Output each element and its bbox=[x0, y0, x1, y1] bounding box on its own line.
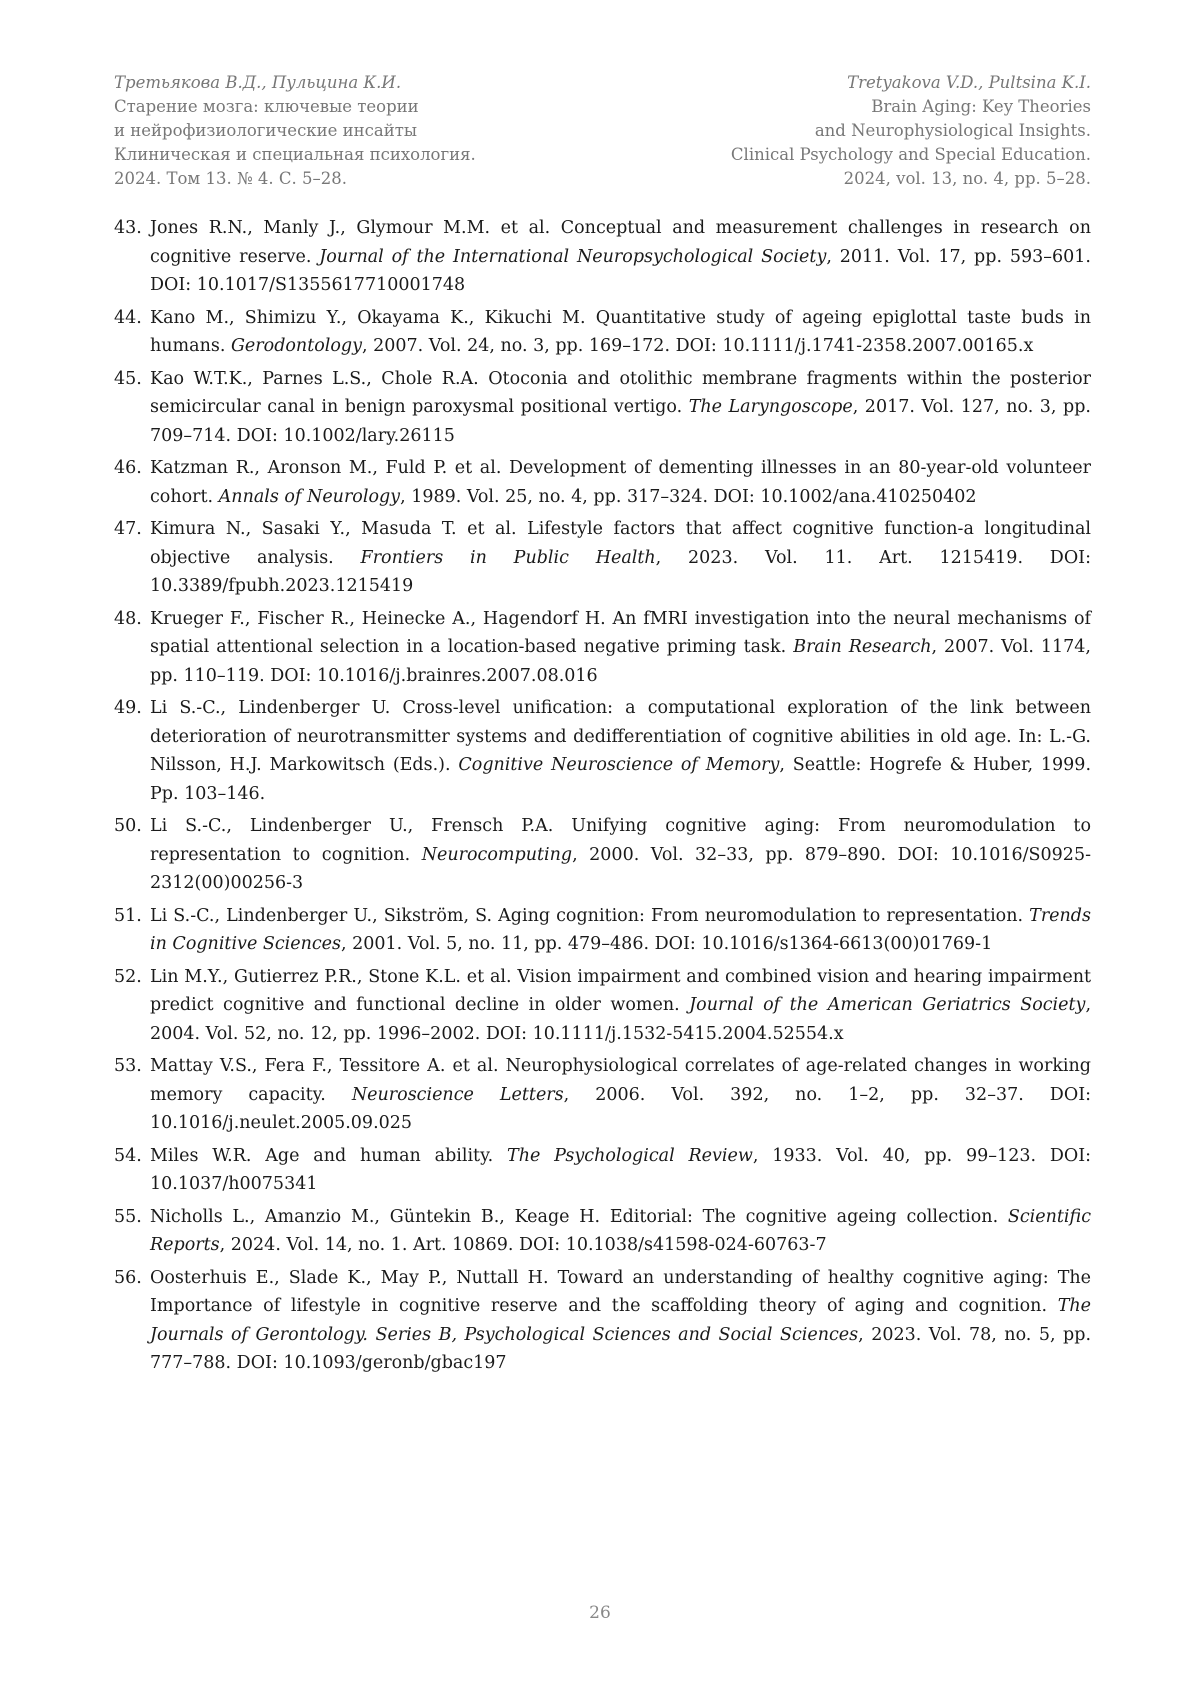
reference-item bbox=[114, 304, 1091, 361]
reference-details: , 2023. Vol. 11. Art. 1215419. DOI: 10.3389/fpubh.2023.1215419 bbox=[150, 547, 1091, 596]
header-journal-ru: Клиническая и специальная психология. bbox=[114, 145, 476, 164]
header-authors-ru: Третьякова В.Д., Пульцина К.И. bbox=[114, 73, 402, 92]
reference-item bbox=[114, 1142, 1091, 1199]
reference-number: 55. bbox=[114, 1206, 142, 1227]
reference-number: 56. bbox=[114, 1267, 142, 1288]
reference-number: 53. bbox=[114, 1056, 142, 1076]
reference-item bbox=[114, 454, 1091, 511]
reference-item bbox=[114, 1264, 1091, 1378]
reference-journal: The Journals of Gerontology. Series B, Psychological Sciences and Social Sciences bbox=[150, 1296, 1091, 1345]
running-header-english bbox=[731, 71, 1091, 191]
reference-item bbox=[114, 812, 1091, 898]
reference-journal: Journal of the American Geriatrics Society bbox=[689, 995, 1086, 1015]
reference-number: 46. bbox=[114, 458, 142, 478]
running-header-russian bbox=[114, 71, 476, 191]
reference-text: Jones R.N., Manly J., Glymour M.M. et al. Conceptual and measurement challenges in research on cognitive reserve. bbox=[150, 218, 1091, 267]
reference-item bbox=[114, 963, 1091, 1049]
reference-text: Li S.-C., Lindenberger U., Sikström, S. Aging cognition: From neuromodulation to representation. bbox=[150, 905, 1030, 926]
reference-journal: Annals of Neurology bbox=[218, 486, 401, 507]
reference-journal: Journal of the International Neuropsychological Society bbox=[319, 246, 827, 267]
reference-item bbox=[114, 902, 1091, 959]
header-authors-en: Tretyakova V.D., Pultsina K.I. bbox=[847, 73, 1091, 92]
reference-text: Nicholls L., Amanzio M., Güntekin B., Keage H. Editorial: The cognitive ageing collection. bbox=[150, 1206, 1008, 1227]
reference-journal: The Psychological Review bbox=[507, 1145, 753, 1166]
reference-details: , Seattle: Hogrefe & Huber, 1999. Pp. 103–146. bbox=[150, 755, 1092, 804]
reference-number: 43. bbox=[114, 218, 142, 238]
reference-details: , 1933. Vol. 40, pp. 99–123. DOI: 10.1037/h0075341 bbox=[150, 1145, 1092, 1194]
reference-number: 44. bbox=[114, 307, 142, 328]
reference-number: 52. bbox=[114, 966, 142, 987]
reference-details: , 2007. Vol. 24, no. 3, pp. 169–172. DOI: 10.1111/j.1741-2358.2007.00165.x bbox=[362, 336, 1034, 356]
reference-text: Krueger F., Fischer R., Heinecke A., Hagendorf H. An fMRI investigation into the neural mechanisms of spatial attentional selection in a location-based negative priming task. bbox=[150, 608, 1091, 657]
header-title-en-line2: and Neurophysiological Insights. bbox=[814, 121, 1091, 140]
reference-details: , 2007. Vol. 1174, pp. 110–119. DOI: 10.1016/j.brainres.2007.08.016 bbox=[150, 637, 1091, 686]
reference-number: 50. bbox=[114, 816, 142, 836]
reference-item bbox=[114, 605, 1091, 691]
reference-journal: The Laryngoscope bbox=[688, 397, 853, 417]
reference-text: Lin M.Y., Gutierrez P.R., Stone K.L. et al. Vision impairment and combined vision and hearing impairment predict cognitive and functional decline in older women. bbox=[150, 966, 1091, 1015]
reference-details: , 2017. Vol. 127, no. 3, pp. 709–714. DOI: 10.1002/lary.26115 bbox=[150, 397, 1091, 446]
reference-number: 47. bbox=[114, 519, 142, 539]
reference-text: Oosterhuis E., Slade K., May P., Nuttall H. Toward an understanding of healthy cognitive aging: The Importance of lifestyle in cognitive reserve and the scaffolding theory of aging and cognition. bbox=[150, 1267, 1091, 1316]
reference-item bbox=[114, 694, 1091, 808]
reference-number: 49. bbox=[114, 698, 142, 718]
reference-number: 45. bbox=[114, 368, 142, 389]
reference-item bbox=[114, 515, 1091, 601]
reference-text: Mattay V.S., Fera F., Tessitore A. et al. Neurophysiological correlates of age-related changes in working memory capacity. bbox=[150, 1056, 1091, 1105]
reference-details: , 2004. Vol. 52, no. 12, pp. 1996–2002. DOI: 10.1111/j.1532-5415.2004.52554.x bbox=[150, 995, 1092, 1044]
header-issue-en: 2024, vol. 13, no. 4, pp. 5–28. bbox=[843, 169, 1091, 188]
header-title-ru-line1: Старение мозга: ключевые теории bbox=[114, 97, 419, 116]
reference-number: 48. bbox=[114, 608, 142, 629]
reference-details: , 2006. Vol. 392, no. 1–2, pp. 32–37. DOI: 10.1016/j.neulet.2005.09.025 bbox=[150, 1084, 1091, 1133]
reference-journal: Frontiers in Public Health bbox=[360, 547, 656, 568]
reference-details: , 2000. Vol. 32–33, pp. 879–890. DOI: 10.1016/S0925-2312(00)00256-3 bbox=[150, 844, 1091, 893]
reference-text: Katzman R., Aronson M., Fuld P. et al. Development of dementing illnesses in an 80-year-old volunteer cohort. bbox=[150, 458, 1091, 507]
reference-journal: Neurocomputing bbox=[421, 844, 573, 865]
reference-journal: Scientific Reports bbox=[150, 1206, 1091, 1255]
reference-item bbox=[114, 1052, 1091, 1138]
header-title-ru-line2: и нейрофизиологические инсайты bbox=[114, 121, 417, 140]
reference-text: Miles W.R. Age and human ability. bbox=[150, 1145, 508, 1166]
reference-item bbox=[114, 365, 1091, 451]
header-journal-en: Clinical Psychology and Special Education. bbox=[730, 145, 1091, 164]
reference-text: Kimura N., Sasaki Y., Masuda T. et al. Lifestyle factors that affect cognitive function-a longitudinal objective analysis. bbox=[150, 519, 1091, 568]
reference-details: , 2023. Vol. 78, no. 5, pp. 777–788. DOI: 10.1093/geronb/gbac197 bbox=[150, 1324, 1092, 1373]
reference-text: Li S.-C., Lindenberger U., Frensch P.A. Unifying cognitive aging: From neuromodulation to representation to cognition. bbox=[150, 816, 1091, 865]
reference-item bbox=[114, 1203, 1091, 1260]
reference-text: Li S.-C., Lindenberger U. Cross-level unification: a computational exploration of the link between deterioration of neurotransmitter systems and dedifferentiation of cognitive abilities in old age. In: L.-G. Nilsson, H.J. Markowitsch (Eds.). bbox=[150, 698, 1091, 775]
reference-journal: Cognitive Neuroscience of Memory bbox=[458, 755, 780, 775]
page-number: 26 bbox=[589, 1603, 611, 1623]
reference-item bbox=[114, 214, 1091, 300]
reference-number: 51. bbox=[114, 905, 142, 926]
header-issue-ru: 2024. Том 13. № 4. С. 5–28. bbox=[114, 169, 347, 188]
reference-details: , 2024. Vol. 14, no. 1. Art. 10869. DOI: 10.1038/s41598-024-60763-7 bbox=[219, 1235, 827, 1255]
reference-journal: Brain Research bbox=[793, 637, 932, 657]
reference-journal: Trends in Cognitive Sciences bbox=[150, 905, 1091, 954]
reference-journal: Gerodontology bbox=[230, 336, 362, 356]
reference-details: , 2001. Vol. 5, no. 11, pp. 479–486. DOI: 10.1016/s1364-6613(00)01769-1 bbox=[341, 934, 993, 954]
reference-list bbox=[114, 214, 1091, 1382]
reference-journal: Neuroscience Letters bbox=[351, 1084, 564, 1105]
reference-text: Kao W.T.K., Parnes L.S., Chole R.A. Otoconia and otolithic membrane fragments within the posterior semicircular canal in benign paroxysmal positional vertigo. bbox=[150, 368, 1091, 417]
reference-details: , 1989. Vol. 25, no. 4, pp. 317–324. DOI: 10.1002/ana.410250402 bbox=[400, 486, 977, 507]
reference-details: , 2011. Vol. 17, pp. 593–601. DOI: 10.1017/S1355617710001748 bbox=[150, 246, 1091, 295]
header-title-en-line1: Brain Aging: Key Theories bbox=[871, 97, 1091, 116]
reference-number: 54. bbox=[114, 1145, 142, 1166]
reference-text: Kano M., Shimizu Y., Okayama K., Kikuchi M. Quantitative study of ageing epiglottal taste buds in humans. bbox=[150, 307, 1091, 356]
